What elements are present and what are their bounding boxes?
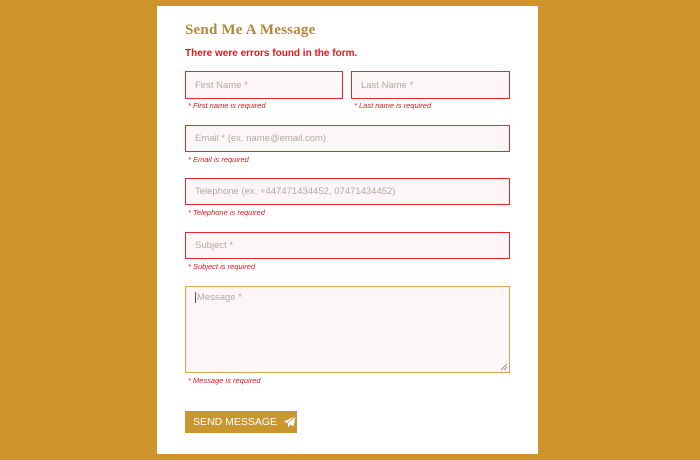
text-cursor xyxy=(195,292,196,303)
subject-input[interactable] xyxy=(185,232,510,259)
message-error: * Message is required xyxy=(188,376,261,385)
send-message-button[interactable] xyxy=(185,411,297,433)
subject-error: * Subject is required xyxy=(188,262,256,271)
last-name-placeholder: Last Name * xyxy=(361,79,414,91)
paper-plane-icon xyxy=(283,416,296,428)
form-title: Send Me A Message xyxy=(185,22,316,38)
message-placeholder: Message * xyxy=(197,292,242,303)
contact-form-card xyxy=(157,6,538,454)
send-message-label: SEND MESSAGE xyxy=(193,416,278,428)
form-error-summary: There were errors found in the form. xyxy=(185,48,358,59)
first-name-input[interactable] xyxy=(185,71,343,99)
last-name-error: * Last name is required xyxy=(354,101,432,110)
subject-placeholder: Subject * xyxy=(195,240,234,251)
telephone-error: * Telephone is required xyxy=(188,208,265,217)
resize-handle-icon[interactable] xyxy=(501,364,507,370)
last-name-input[interactable] xyxy=(351,71,510,99)
message-textarea[interactable] xyxy=(185,286,510,373)
email-error: * Email is required xyxy=(188,155,249,164)
telephone-placeholder: Telephone (ex. +447471434452, 07471434452) xyxy=(195,186,396,197)
first-name-error: * First name is required xyxy=(188,101,266,110)
email-placeholder: Email * (ex. name@email.com) xyxy=(195,133,327,144)
first-name-placeholder: First Name * xyxy=(195,79,248,91)
telephone-input[interactable] xyxy=(185,178,510,205)
email-input[interactable] xyxy=(185,125,510,152)
